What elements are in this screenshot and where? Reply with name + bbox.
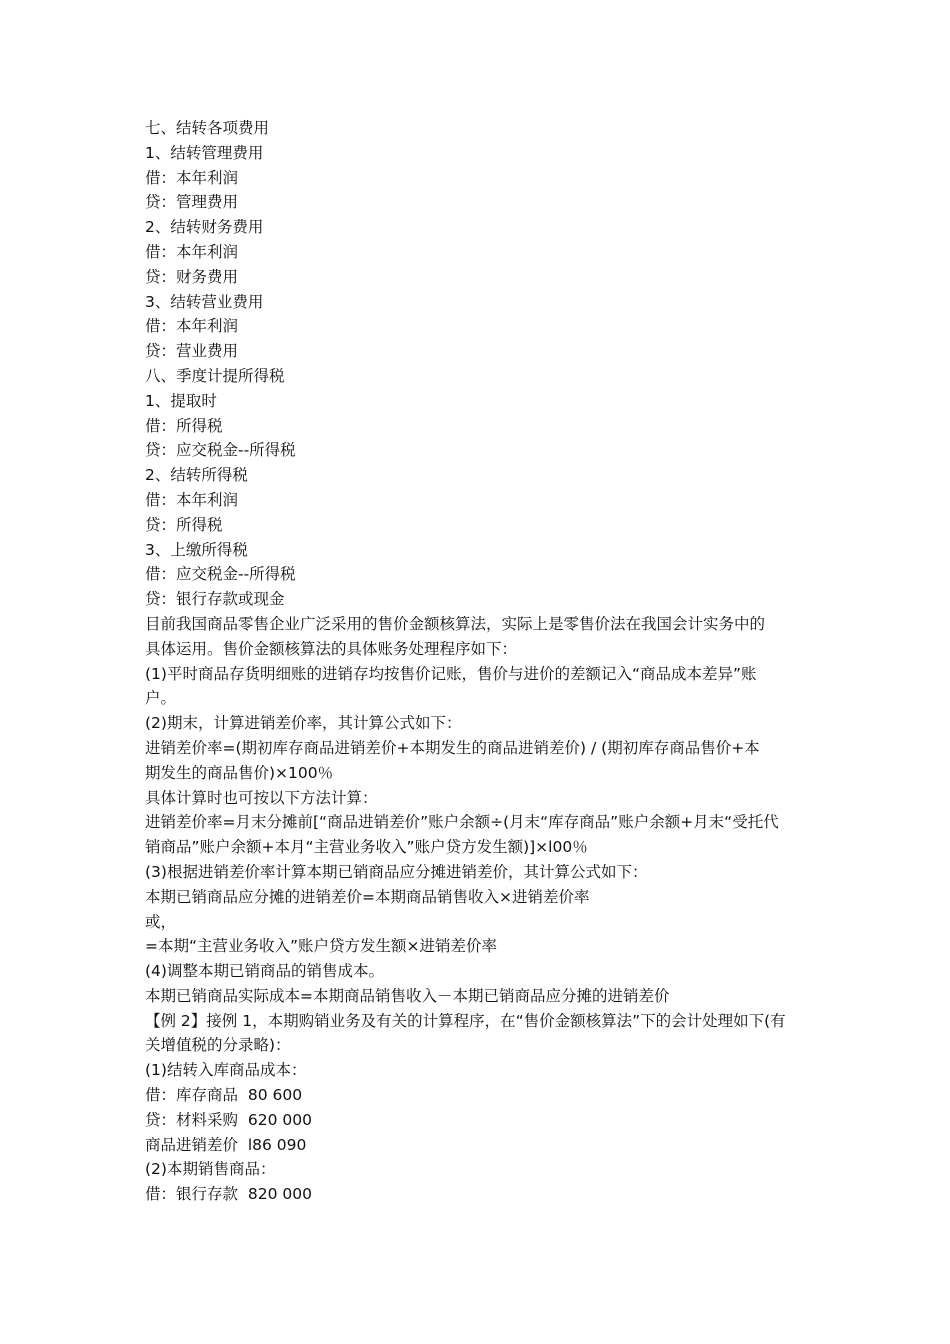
debit-entry: 借：所得税 — [145, 416, 223, 435]
credit-entry: 贷：银行存款或现金 — [145, 590, 285, 609]
document-page — [145, 116, 813, 1207]
credit-entry: 贷：营业费用 — [145, 342, 239, 361]
subheading-2: 2、结转财务费用 — [145, 218, 264, 237]
credit-entry: 贷：财务费用 — [145, 267, 239, 286]
paragraph-line: 具体运用。售价金额核算法的具体账务处理程序如下： — [145, 639, 518, 658]
credit-entry: 商品进销差价 l86 090 — [145, 1135, 307, 1154]
debit-entry: 借：本年利润 — [145, 490, 239, 509]
credit-entry: 贷：管理费用 — [145, 193, 239, 212]
debit-entry: 借：本年利润 — [145, 242, 239, 261]
formula-line: 销商品”账户余额+本月“主营业务收入”账户贷方发生额)]×l00％ — [145, 838, 588, 857]
debit-entry: 借：应交税金--所得税 — [145, 565, 296, 584]
section-heading-8: 八、季度计提所得税 — [145, 366, 285, 385]
formula-line: 进销差价率=(期初库存商品进销差价+本期发生的商品进销差价) / (期初库存商品售价+本 — [145, 738, 760, 757]
paragraph-line: (2)期末，计算进销差价率，其计算公式如下： — [145, 714, 462, 733]
subheading-2: 2、结转所得税 — [145, 466, 248, 485]
paragraph-line: (4)调整本期已销商品的销售成本。 — [145, 962, 384, 981]
subheading-1: 1、结转管理费用 — [145, 143, 264, 162]
paragraph-line: (2)本期销售商品： — [145, 1160, 276, 1179]
paragraph-line: 或， — [145, 912, 177, 931]
subheading-3: 3、结转营业费用 — [145, 292, 264, 311]
debit-entry: 借：银行存款 820 000 — [145, 1185, 312, 1204]
paragraph-line: (1)平时商品存货明细账的进销存均按售价记账，售价与进价的差额记入“商品成本差异”账 — [145, 664, 757, 683]
formula-line: 进销差价率=月末分摊前[“商品进销差价”账户余额÷(月末“库存商品”账户余额+月末“受托代 — [145, 813, 779, 832]
subheading-1: 1、提取时 — [145, 391, 217, 410]
credit-entry: 贷：材料采购 620 000 — [145, 1110, 312, 1129]
formula-line: 本期已销商品实际成本=本期商品销售收入－本期已销商品应分摊的进销差价 — [145, 986, 670, 1005]
debit-entry: 借：本年利润 — [145, 317, 239, 336]
example-heading: 【例 2】接例 1，本期购销业务及有关的计算程序，在“售价金额核算法”下的会计处理如下(有 — [145, 1011, 786, 1030]
debit-entry: 借：库存商品 80 600 — [145, 1086, 303, 1105]
section-heading-7: 七、结转各项费用 — [145, 119, 270, 137]
paragraph-line: 户。 — [145, 689, 177, 708]
paragraph-line: (3)根据进销差价率计算本期已销商品应分摊进销差价，其计算公式如下： — [145, 862, 648, 881]
paragraph-line: 目前我国商品零售企业广泛采用的售价金额核算法，实际上是零售价法在我国会计实务中的 — [145, 614, 766, 633]
formula-line: 本期已销商品应分摊的进销差价=本期商品销售收入×进销差价率 — [145, 887, 590, 906]
formula-line: 期发生的商品售价)×100％ — [145, 763, 334, 782]
credit-entry: 贷：应交税金--所得税 — [145, 441, 296, 460]
paragraph-line: 具体计算时也可按以下方法计算： — [145, 788, 378, 807]
formula-line: =本期“主营业务收入”账户贷方发生额×进销差价率 — [145, 937, 498, 956]
paragraph-line: (1)结转入库商品成本： — [145, 1061, 307, 1080]
paragraph-line: 关增值税的分录略)： — [145, 1036, 291, 1055]
debit-entry: 借：本年利润 — [145, 168, 239, 187]
credit-entry: 贷：所得税 — [145, 515, 223, 534]
subheading-3: 3、上缴所得税 — [145, 540, 248, 559]
